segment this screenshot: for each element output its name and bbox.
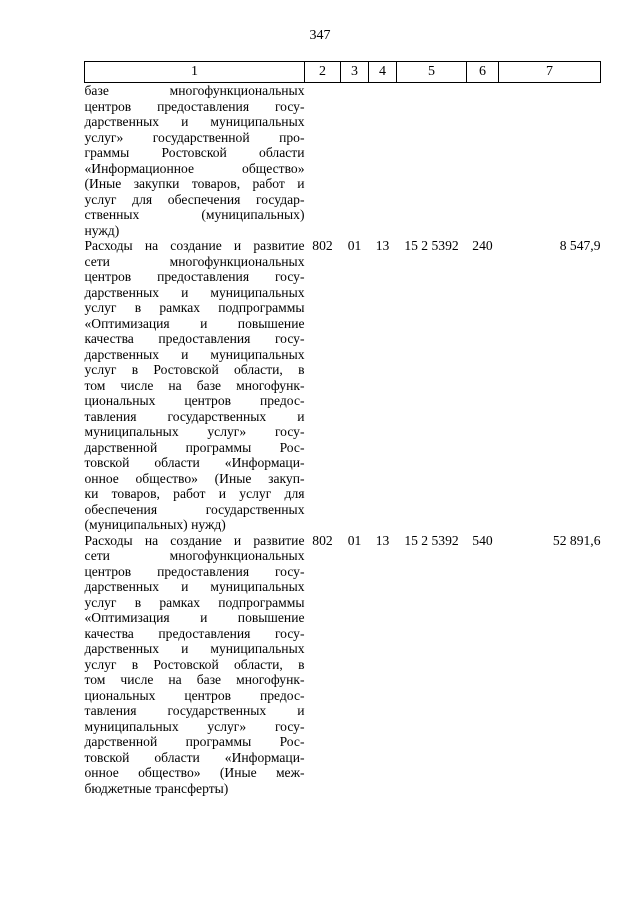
code-subsection: 13 bbox=[375, 238, 390, 253]
description-line: услуг в Ростовской области, в bbox=[84, 362, 305, 377]
description-line: дарственной программы Рос- bbox=[84, 734, 305, 749]
amount: 52 891,6 bbox=[552, 532, 601, 548]
description-line: услуг» государственной про- bbox=[84, 129, 305, 145]
description-line: центров предоставления госу- bbox=[84, 98, 305, 114]
code-section bbox=[341, 83, 369, 239]
description-line: граммы Ростовской области bbox=[84, 145, 305, 160]
code-expense-type: 240 bbox=[472, 238, 493, 253]
code-target-article: 15 2 5392 bbox=[404, 532, 459, 548]
column-header-3: 3 bbox=[341, 62, 369, 83]
description-line: дарственных и муниципальных bbox=[84, 346, 305, 362]
description-line: бюджетные трансферты) bbox=[84, 780, 229, 796]
description-line: Расходы на создание и развитие bbox=[84, 238, 305, 253]
description-line: дарственных и муниципальных bbox=[84, 579, 305, 594]
column-header-7: 7 bbox=[499, 62, 601, 83]
description-line: онное общество» (Иные закуп- bbox=[84, 470, 305, 486]
code-expense-type bbox=[467, 83, 499, 239]
code-subsection: 13 bbox=[375, 532, 390, 548]
code-subsection bbox=[369, 83, 397, 239]
code-target-article bbox=[397, 83, 467, 239]
budget-table bbox=[84, 61, 601, 796]
table-row bbox=[85, 238, 601, 533]
description-line: дарственных и муниципальных bbox=[84, 641, 305, 656]
row-description bbox=[85, 83, 305, 239]
amount bbox=[499, 83, 601, 239]
description-line: центров предоставления госу- bbox=[84, 269, 305, 284]
description-line: «Оптимизация и повышение bbox=[84, 315, 305, 331]
description-line: дарственной программы Рос- bbox=[84, 439, 305, 455]
description-line: циональных центров предос- bbox=[84, 393, 305, 408]
description-line: центров предоставления госу- bbox=[84, 563, 305, 579]
description-line: «Оптимизация и повышение bbox=[84, 610, 305, 625]
column-header-6: 6 bbox=[467, 62, 499, 83]
description-line: ки товаров, работ и услуг для bbox=[84, 486, 305, 501]
description-line: муниципальных услуг» госу- bbox=[84, 424, 305, 439]
page-number: 347 bbox=[309, 28, 331, 43]
code-target-article: 15 2 5392 bbox=[404, 238, 459, 253]
description-line: услуг для обеспечения государ- bbox=[84, 191, 305, 207]
description-line: качества предоставления госу- bbox=[84, 625, 305, 641]
code-section: 01 bbox=[347, 532, 362, 548]
description-line: онное общество» (Иные меж- bbox=[84, 765, 305, 780]
description-line: том числе на базе многофунк- bbox=[84, 672, 305, 687]
description-line: базе многофункциональных bbox=[84, 83, 305, 98]
description-line: (Иные закупки товаров, работ и bbox=[84, 176, 305, 191]
description-line: циональных центров предос- bbox=[84, 687, 305, 703]
description-line: сети многофункциональных bbox=[84, 253, 305, 269]
column-header-1: 1 bbox=[85, 62, 305, 83]
row-description bbox=[85, 238, 305, 533]
description-line: (муниципальных) нужд) bbox=[84, 517, 226, 532]
description-line: Расходы на создание и развитие bbox=[84, 532, 305, 548]
code-ministry: 802 bbox=[312, 238, 333, 253]
description-line: товской области «Информаци- bbox=[84, 749, 305, 765]
description-line: услуг в Ростовской области, в bbox=[84, 656, 305, 672]
description-line: качества предоставления госу- bbox=[84, 331, 305, 346]
description-line: тавления государственных и bbox=[84, 408, 305, 424]
description-line: тавления государственных и bbox=[84, 703, 305, 718]
description-line: нужд) bbox=[84, 222, 120, 238]
description-line: услуг в рамках подпрограммы bbox=[84, 300, 305, 315]
description-line: дарственных и муниципальных bbox=[84, 114, 305, 129]
description-line: обеспечения государственных bbox=[84, 501, 305, 517]
code-ministry bbox=[305, 83, 341, 239]
column-header-2: 2 bbox=[305, 62, 341, 83]
column-header-5: 5 bbox=[397, 62, 467, 83]
description-line: том числе на базе многофунк- bbox=[84, 377, 305, 393]
column-header-4: 4 bbox=[369, 62, 397, 83]
header-row bbox=[85, 62, 601, 83]
table-row bbox=[85, 83, 601, 239]
description-line: ственных (муниципальных) bbox=[84, 207, 305, 222]
code-expense-type: 540 bbox=[472, 532, 493, 548]
table-row bbox=[85, 533, 601, 797]
description-line: сети многофункциональных bbox=[84, 548, 305, 563]
description-line: муниципальных услуг» госу- bbox=[84, 718, 305, 734]
amount: 8 547,9 bbox=[559, 238, 601, 253]
description-line: дарственных и муниципальных bbox=[84, 284, 305, 300]
description-line: товской области «Информаци- bbox=[84, 455, 305, 470]
code-section: 01 bbox=[347, 238, 362, 253]
code-ministry: 802 bbox=[312, 532, 333, 548]
description-line: услуг в рамках подпрограммы bbox=[84, 594, 305, 610]
row-description bbox=[85, 533, 305, 797]
description-line: «Информационное общество» bbox=[84, 160, 305, 176]
